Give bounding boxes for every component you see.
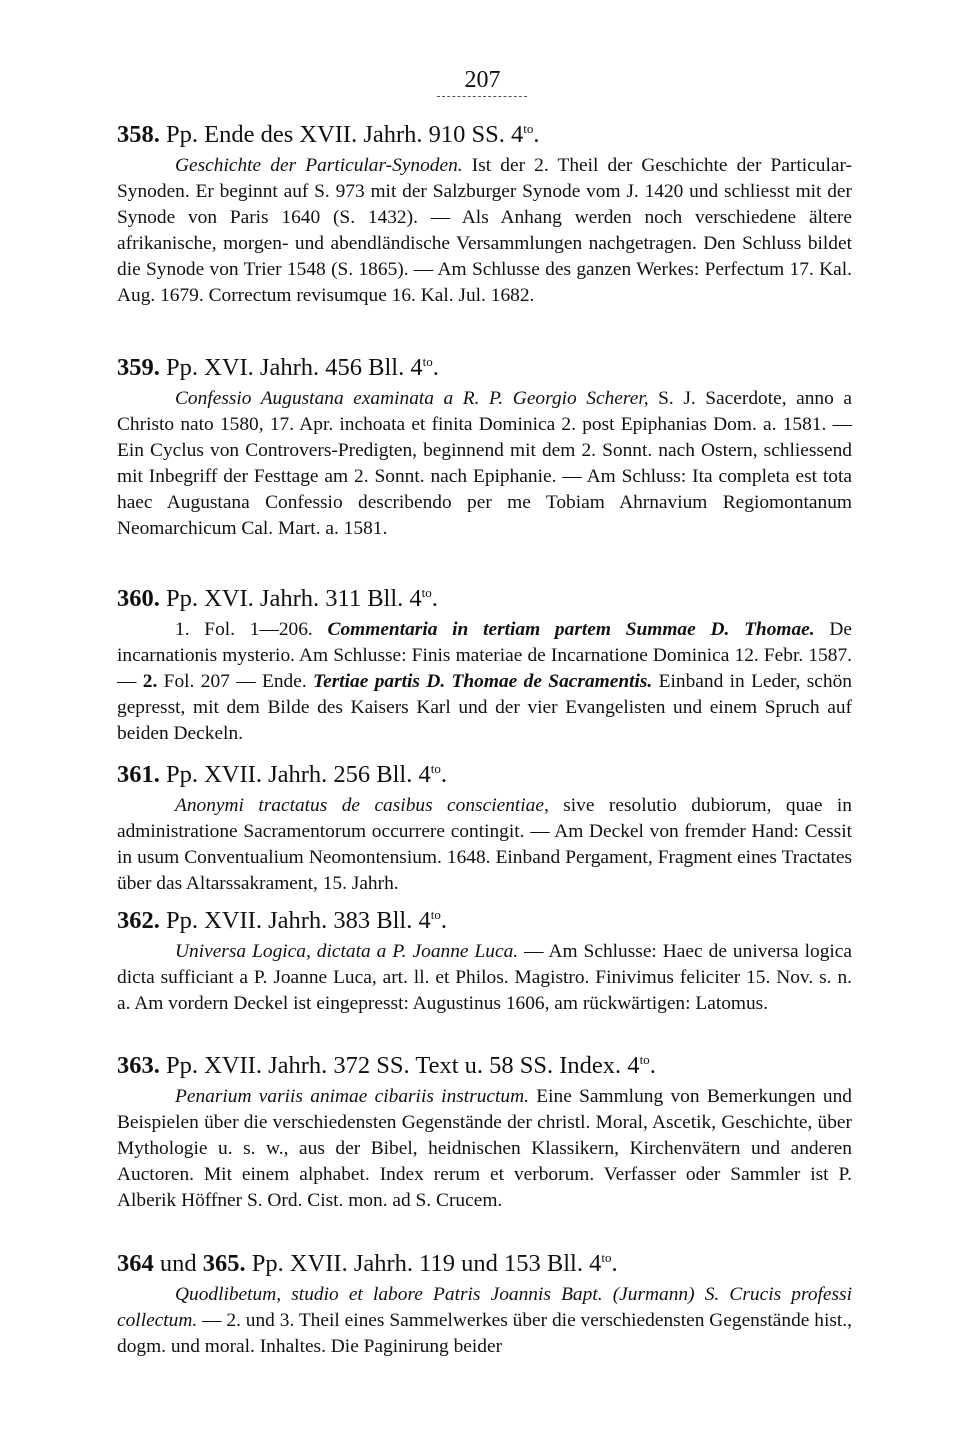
entry-title: Penarium variis animae cibariis instructum. xyxy=(175,1086,529,1107)
format-superscript: to xyxy=(523,121,534,136)
heading-period: . xyxy=(440,761,447,788)
entry-description xyxy=(117,939,852,1017)
entry-title: Geschichte der Particular-Synoden. xyxy=(175,155,463,176)
format-superscript: to xyxy=(430,761,441,776)
entry-heading-text: Pp. Ende des XVII. Jahrh. 910 SS. 4 xyxy=(159,121,524,148)
entry-number: 360. xyxy=(117,585,160,612)
catalog-entry-360 xyxy=(117,584,852,747)
heading-period: . xyxy=(649,1052,656,1079)
entry-text: Ist der 2. Theil der Geschichte der Particular-Synoden. Er beginnt auf S. 973 mit der Salzburger Synode vom J. 1420 und schliesst mit der Synode von Paris 1640 (S. 1432). — Als Anhang werden noch verschiedene ältere afrikanische, morgen- und abendländische Versammlungen nachgetragen. Den Schluss bildet die Synode von Trier 1548 (S. 1865). — Am Schlusse des ganzen Werkes: Perfectum 17. Kal. Aug. 1679. Correctum revisumque 16. Kal. Jul. 1682. xyxy=(117,155,852,306)
entry-heading xyxy=(117,584,852,617)
format-superscript: to xyxy=(421,585,432,600)
format-superscript: to xyxy=(422,354,433,369)
catalog-entry-359 xyxy=(117,353,852,542)
entry-heading xyxy=(117,906,852,939)
heading-period: . xyxy=(533,121,540,148)
entry-heading-conjunction: und xyxy=(153,1250,203,1277)
entry-title: Confessio Augustana examinata a R. P. Georgio Scherer, xyxy=(175,388,649,409)
catalog-entry-358 xyxy=(117,120,852,309)
entry-description xyxy=(117,617,852,747)
heading-period: . xyxy=(611,1250,618,1277)
entry-title: Tertiae partis D. Thomae de Sacramentis. xyxy=(313,671,653,692)
entry-heading xyxy=(117,353,852,386)
entry-number: 359. xyxy=(117,354,160,381)
format-superscript: to xyxy=(601,1250,612,1265)
entry-heading-text: Pp. XVI. Jahrh. 456 Bll. 4 xyxy=(159,354,423,381)
entry-number-2: 365. xyxy=(202,1250,246,1277)
entry-heading xyxy=(117,760,852,793)
entry-text-part: Einband in Leder, schön gepresst, mit dem Bilde des Kaisers Karl und der vier Evangelisten und einem Spruch auf beiden Deckeln. xyxy=(117,671,852,744)
entry-heading xyxy=(117,120,852,153)
catalog-entry-362 xyxy=(117,906,852,1017)
entry-title: Commentaria in tertiam partem Summae D. Thomae. xyxy=(327,619,815,640)
entry-text-part: 1. Fol. 1—206. xyxy=(175,619,328,640)
entry-heading-text: Pp. XVII. Jahrh. 372 SS. Text u. 58 SS. Index. 4 xyxy=(159,1052,640,1079)
entry-number: 362. xyxy=(117,907,160,934)
catalog-entry-363 xyxy=(117,1051,852,1214)
entry-text: Eine Sammlung von Bemerkungen und Beispielen über die verschiedensten Gegenstände der christl. Moral, Ascetik, Geschichte, über Mythologie u. s. w., aus der Bibel, heidnischen Klassikern, Kirchenvätern und anderen Auctoren. Mit einem alphabet. Index rerum et verborum. Verfasser oder Sammler ist P. Alberik Höffner S. Ord. Cist. mon. ad S. Crucem. xyxy=(117,1086,852,1211)
heading-period: . xyxy=(431,585,438,612)
catalog-entry-364-365 xyxy=(117,1249,852,1360)
entry-heading-text: Pp. XVII. Jahrh. 119 und 153 Bll. 4 xyxy=(245,1250,602,1277)
entry-title: Universa Logica, dictata a P. Joanne Luca. xyxy=(175,941,519,962)
entry-text: sive resolutio dubiorum, quae in administratione Sacramentorum occurrere contingit. — Am Deckel von fremder Hand: Cessit in usum Conventualium Neomontensium. 1648. Einband Pergament, Fragment eines Tractates über das Altarssakrament, 15. Jahrh. xyxy=(117,795,852,894)
entry-text-part: De incarnationis mysterio. Am Schlusse: Finis materiae de Incarnatione Dominica 12. Febr. 1587. — xyxy=(117,619,852,692)
format-superscript: to xyxy=(430,907,441,922)
entry-number: 361. xyxy=(117,761,160,788)
entry-description xyxy=(117,1282,852,1360)
entry-heading-text: Pp. XVII. Jahrh. 256 Bll. 4 xyxy=(159,761,431,788)
entry-description xyxy=(117,153,852,309)
entry-heading xyxy=(117,1051,852,1084)
heading-period: . xyxy=(440,907,447,934)
entry-description xyxy=(117,1084,852,1214)
format-superscript: to xyxy=(639,1052,650,1067)
catalog-entry-361 xyxy=(117,760,852,897)
entry-text: — Am Schlusse: Haec de universa logica dicta sufficiant a P. Joanne Luca, art. ll. et Philos. Magistro. Finivimus feliciter 15. Nov. s. n. a. Am vordern Deckel ist eingepresst: Augustinus 1606, am rückwärtigen: Latomus. xyxy=(117,941,852,1014)
heading-period: . xyxy=(432,354,439,381)
entry-title: Anonymi tractatus de casibus conscientiae, xyxy=(175,795,549,816)
entry-number: 363. xyxy=(117,1052,160,1079)
entry-description xyxy=(117,386,852,542)
entry-text-part: Fol. 207 — Ende. xyxy=(157,671,314,692)
page-number: 207 xyxy=(464,67,501,93)
entry-description xyxy=(117,793,852,897)
entry-heading xyxy=(117,1249,852,1282)
page-number-rule xyxy=(437,96,527,97)
entry-number: 358. xyxy=(117,121,160,148)
entry-part-number: 2. xyxy=(142,671,158,692)
entry-title: Quodlibetum, studio et labore Patris Joannis Bapt. (Jurmann) S. Crucis professi collectum. xyxy=(117,1284,852,1331)
entry-heading-text: Pp. XVI. Jahrh. 311 Bll. 4 xyxy=(159,585,422,612)
entry-text: — 2. und 3. Theil eines Sammelwerkes über die verschiedensten Gegenstände hist., dogm. und moral. Inhaltes. Die Paginirung beider xyxy=(117,1310,852,1357)
entry-number: 364 xyxy=(117,1250,154,1277)
entry-text: S. J. Sacerdote, anno a Christo nato 1580, 17. Apr. inchoata et finita Dominica 2. post Epiphanias Dom. a. 1581. — Ein Cyclus von Controvers-Predigten, beginnend mit dem 2. Sonnt. nach Ostern, schliessend mit Inbegriff der Festtage am 2. Sonnt. nach Epiphanie. — Am Schluss: Ita completa est tota haec Augustana Confessio describendo per me Tobiam Ahrnavium Regiomontanum Neomarchicum Cal. Mart. a. 1581. xyxy=(117,388,852,539)
entry-heading-text: Pp. XVII. Jahrh. 383 Bll. 4 xyxy=(159,907,431,934)
